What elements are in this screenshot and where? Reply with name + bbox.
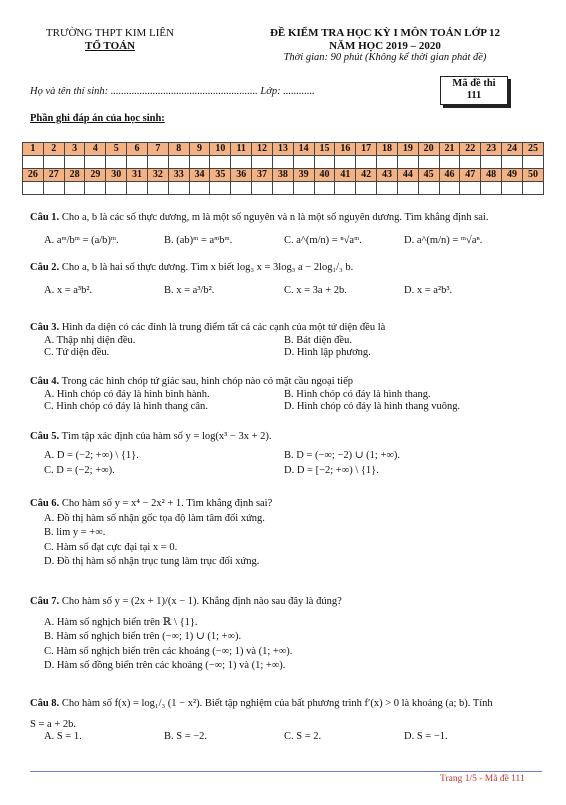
answer-grid-number-cell: 10 [210, 143, 231, 156]
question-text: Cho a, b là hai số thực dương. Tìm x biết log₃ x = 3log₃ a − 2log₁/₃ b. [61, 262, 354, 273]
answer-grid-number-cell: 12 [252, 143, 273, 156]
answer-grid-number-cell: 45 [418, 169, 439, 182]
question-text: Tìm tập xác định của hàm số y = log(x³ − 3x + 2). [61, 431, 272, 442]
answer-cell[interactable] [377, 156, 398, 169]
answer-grid-number-cell: 16 [335, 143, 356, 156]
answer-option[interactable]: B. S = −2. [164, 731, 208, 742]
answer-cell[interactable] [397, 182, 418, 195]
question-text: Cho hàm số y = x⁴ − 2x² + 1. Tìm khẳng định sai? [61, 498, 273, 509]
answer-grid-number-cell: 36 [231, 169, 252, 182]
answer-grid-number-cell: 18 [377, 143, 398, 156]
answer-cell[interactable] [460, 156, 481, 169]
answer-option[interactable]: D. S = −1. [404, 731, 448, 742]
question-text: Cho hàm số y = (2x + 1)/(x − 1). Khẳng định nào sau đây là đúng? [61, 596, 342, 607]
question-label: Câu 5. [30, 431, 60, 442]
answer-cell[interactable] [272, 156, 293, 169]
exam-code-value: 111 [466, 90, 482, 101]
answer-cell[interactable] [356, 182, 377, 195]
answer-grid-number-cell: 25 [522, 143, 543, 156]
answer-cell[interactable] [168, 182, 189, 195]
question-text: Cho hàm số f(x) = log₁/₃ (1 − x²). Biết tập nghiệm của bất phương trình f′(x) > 0 là khoảng (a; b). Tính [61, 698, 493, 709]
answer-grid-number-cell: 35 [210, 169, 231, 182]
answer-grid-number-row [23, 169, 544, 182]
answer-cell[interactable] [23, 182, 44, 195]
school-name: TRƯỜNG THPT KIM LIÊN [45, 27, 175, 39]
answer-cell[interactable] [85, 156, 106, 169]
answer-option[interactable]: D. x = a²b³. [404, 284, 453, 296]
answer-cell[interactable] [127, 182, 148, 195]
answer-cell[interactable] [272, 182, 293, 195]
options-row [44, 450, 542, 463]
answer-option[interactable]: C. S = 2. [284, 731, 322, 742]
answer-option[interactable]: A. D = (−2; +∞) \ {1}. [44, 449, 139, 461]
answer-section-title: Phần ghi đáp án của học sinh: [30, 113, 165, 124]
answer-cell[interactable] [418, 156, 439, 169]
question-label: Câu 1. [30, 212, 60, 223]
answer-option[interactable]: B. D = (−∞; −2) ∪ (1; +∞). [284, 449, 400, 461]
answer-option[interactable]: C. Hàm số nghịch biến trên các khoảng (−∞; 1) và (1; +∞). [44, 645, 293, 657]
answer-grid-number-cell: 31 [127, 169, 148, 182]
answer-grid-number-cell: 20 [418, 143, 439, 156]
answer-cell[interactable] [502, 182, 523, 195]
answer-grid-number-cell: 42 [356, 169, 377, 182]
answer-cell[interactable] [481, 182, 502, 195]
answer-option[interactable]: D. Đồ thị hàm số nhận trục tung làm trục đối xứng. [44, 556, 260, 567]
answer-cell[interactable] [64, 156, 85, 169]
question-text: Hình đa diện có các đỉnh là trung điểm tất cả các cạnh của một tứ diện đều là [61, 322, 386, 333]
answer-grid-number-cell: 13 [272, 143, 293, 156]
footer-divider [30, 771, 542, 772]
answer-cell[interactable] [335, 182, 356, 195]
answer-cell[interactable] [147, 156, 168, 169]
answer-grid-number-cell: 28 [64, 169, 85, 182]
question-stem [30, 498, 542, 511]
options-row [44, 731, 542, 744]
answer-grid-number-cell: 48 [481, 169, 502, 182]
answer-cell[interactable] [502, 156, 523, 169]
answer-grid-number-row [23, 143, 544, 156]
answer-grid-number-cell: 24 [502, 143, 523, 156]
answer-cell[interactable] [397, 156, 418, 169]
answer-grid-number-cell: 29 [85, 169, 106, 182]
answer-grid-number-cell: 2 [43, 143, 64, 156]
answer-option[interactable]: C. D = (−2; +∞). [44, 465, 115, 476]
answer-grid-number-cell: 32 [147, 169, 168, 182]
answer-option[interactable]: B. Bát diện đều. [284, 334, 352, 346]
answer-grid-number-cell: 50 [522, 169, 543, 182]
answer-grid-number-cell: 5 [106, 143, 127, 156]
answer-grid-number-cell: 17 [356, 143, 377, 156]
page-footer: Trang 1/5 - Mã đề 111 [440, 774, 525, 784]
question-text-continued: S = a + 2b. [30, 718, 76, 730]
school-header [40, 27, 180, 53]
answer-grid-number-cell: 7 [147, 143, 168, 156]
question-stem [30, 376, 542, 389]
answer-cell[interactable] [418, 182, 439, 195]
question-1 [30, 212, 542, 247]
answer-cell[interactable] [23, 156, 44, 169]
answer-cell[interactable] [43, 156, 64, 169]
answer-cell[interactable] [293, 182, 314, 195]
question-stem [30, 262, 542, 275]
options-row [44, 347, 542, 360]
answer-option[interactable]: B. Hình chóp có đáy là hình thang. [284, 388, 431, 400]
answer-grid-answer-row [23, 156, 544, 169]
answer-cell[interactable] [439, 156, 460, 169]
answer-cell[interactable] [481, 156, 502, 169]
options-row [44, 285, 542, 298]
exam-header [222, 27, 548, 65]
answer-option[interactable]: B. (ab)ᵐ = aᵐbᵐ. [164, 234, 233, 246]
answer-grid-number-cell: 27 [43, 169, 64, 182]
question-stem [30, 698, 542, 711]
answer-grid-number-cell: 37 [252, 169, 273, 182]
answer-cell[interactable] [127, 156, 148, 169]
student-info-line: Họ và tên thí sinh: ........................................................ Lớp: ............ [30, 86, 315, 97]
question-label: Câu 3. [30, 322, 60, 333]
answer-cell[interactable] [522, 156, 543, 169]
answer-grid-number-cell: 21 [439, 143, 460, 156]
answer-cell[interactable] [43, 182, 64, 195]
answer-grid-number-cell: 15 [314, 143, 335, 156]
question-5 [30, 431, 542, 478]
answer-grid-number-cell: 46 [439, 169, 460, 182]
answer-option[interactable]: A. Hình chóp có đáy là hình bình hành. [44, 388, 210, 400]
options-row [44, 389, 542, 402]
answer-grid-number-cell: 11 [231, 143, 252, 156]
question-stem [30, 322, 542, 335]
answer-grid-number-cell: 38 [272, 169, 293, 182]
answer-cell[interactable] [460, 182, 481, 195]
answer-grid-number-cell: 26 [23, 169, 44, 182]
options-row [44, 401, 542, 414]
answer-option[interactable]: A. Đồ thị hàm số nhận gốc tọa độ làm tâm đối xứng. [44, 512, 265, 524]
answer-cell[interactable] [439, 182, 460, 195]
options-row [44, 465, 542, 478]
answer-grid-number-cell: 44 [397, 169, 418, 182]
answer-grid-number-cell: 33 [168, 169, 189, 182]
answer-cell[interactable] [314, 182, 335, 195]
answer-cell[interactable] [189, 182, 210, 195]
question-2 [30, 262, 542, 297]
answer-cell[interactable] [293, 156, 314, 169]
answer-cell[interactable] [377, 182, 398, 195]
answer-cell[interactable] [168, 156, 189, 169]
answer-grid-number-cell: 9 [189, 143, 210, 156]
answer-grid-number-cell: 22 [460, 143, 481, 156]
answer-grid-number-cell: 19 [397, 143, 418, 156]
question-text: Cho a, b là các số thực dương, m là một số nguyên và n là một số nguyên dương. Tìm khẳng định sai. [61, 212, 489, 223]
question-text: Trong các hình chóp tứ giác sau, hình chóp nào có mặt cầu ngoại tiếp [61, 376, 353, 387]
question-6 [30, 498, 542, 569]
answer-grid-number-cell: 40 [314, 169, 335, 182]
answer-grid-number-cell: 3 [64, 143, 85, 156]
answer-cell[interactable] [356, 156, 377, 169]
department-name: TỔ TOÁN [84, 40, 136, 52]
answer-cell[interactable] [314, 156, 335, 169]
answer-option[interactable]: D. Hàm số đồng biến trên các khoảng (−∞; 1) và (1; +∞). [44, 660, 286, 671]
answer-cell[interactable] [252, 156, 273, 169]
answer-option[interactable]: C. Hình chóp có đáy là hình thang cân. [44, 401, 208, 412]
answer-cell[interactable] [522, 182, 543, 195]
question-label: Câu 8. [30, 698, 60, 709]
question-label: Câu 2. [30, 262, 60, 273]
question-stem [30, 212, 542, 225]
question-8 [30, 698, 542, 744]
answer-cell[interactable] [231, 156, 252, 169]
answer-cell[interactable] [85, 182, 106, 195]
answer-cell[interactable] [106, 156, 127, 169]
answer-cell[interactable] [210, 182, 231, 195]
exam-code-box [440, 76, 508, 105]
options-row [44, 235, 542, 248]
answer-option[interactable]: A. S = 1. [44, 731, 82, 742]
answer-option[interactable]: D. Hình chóp có đáy là hình thang vuông. [284, 401, 461, 412]
answer-grid-number-cell: 39 [293, 169, 314, 182]
answer-option[interactable]: C. x = 3a + 2b. [284, 284, 347, 296]
answer-grid-number-cell: 1 [23, 143, 44, 156]
question-label: Câu 6. [30, 498, 60, 509]
answer-grid-number-cell: 6 [127, 143, 148, 156]
question-label: Câu 7. [30, 596, 60, 607]
options-row [44, 335, 542, 348]
answer-cell[interactable] [147, 182, 168, 195]
answer-cell[interactable] [231, 182, 252, 195]
answer-option[interactable]: A. Thập nhị diện đều. [44, 334, 136, 346]
answer-option[interactable]: A. Hàm số nghịch biến trên ℝ \ {1}. [44, 616, 198, 628]
time-note: Thời gian: 90 phút (Không kể thời gian phát đề) [283, 52, 487, 63]
answer-option[interactable]: C. Hàm số đạt cực đại tại x = 0. [44, 541, 178, 553]
answer-option[interactable]: C. Tứ diện đều. [44, 347, 110, 358]
answer-option[interactable]: B. x = a³/b². [164, 284, 215, 296]
answer-grid-number-cell: 4 [85, 143, 106, 156]
answer-grid-number-cell: 14 [293, 143, 314, 156]
answer-grid [22, 142, 544, 195]
answer-grid-number-cell: 34 [189, 169, 210, 182]
answer-option[interactable]: B. Hàm số nghịch biến trên (−∞; 1) ∪ (1; +∞). [44, 631, 242, 642]
school-year: NĂM HỌC 2019 – 2020 [329, 39, 441, 52]
exam-code-label: Mã đề thi [452, 78, 496, 89]
answer-grid-answer-row [23, 182, 544, 195]
question-stem [30, 596, 542, 609]
answer-grid-number-cell: 41 [335, 169, 356, 182]
question-3 [30, 322, 542, 360]
answer-cell[interactable] [252, 182, 273, 195]
answer-option[interactable]: B. lim y = +∞. [44, 527, 106, 538]
answer-option[interactable]: C. a^(m/n) = ⁿ√aᵐ. [284, 234, 362, 246]
answer-cell[interactable] [210, 156, 231, 169]
answer-grid-number-cell: 47 [460, 169, 481, 182]
answer-cell[interactable] [189, 156, 210, 169]
answer-cell[interactable] [64, 182, 85, 195]
answer-grid-number-cell: 43 [377, 169, 398, 182]
answer-option[interactable]: D. Hình lập phương. [284, 347, 371, 358]
answer-grid-number-cell: 8 [168, 143, 189, 156]
answer-option[interactable]: D. a^(m/n) = ᵐ√aⁿ. [404, 234, 483, 246]
question-stem [30, 431, 542, 444]
answer-grid-number-cell: 30 [106, 169, 127, 182]
answer-option[interactable]: A. x = a³b². [44, 284, 93, 296]
answer-grid-number-cell: 49 [502, 169, 523, 182]
question-label: Câu 4. [30, 376, 60, 387]
answer-cell[interactable] [335, 156, 356, 169]
question-7 [30, 596, 542, 673]
answer-grid-number-cell: 23 [481, 143, 502, 156]
answer-option[interactable]: D. D = [−2; +∞) \ {1}. [284, 465, 379, 476]
question-4 [30, 376, 542, 414]
exam-title: ĐỀ KIỂM TRA HỌC KỲ I MÔN TOÁN LỚP 12 [269, 27, 501, 39]
answer-option[interactable]: A. aᵐ/bᵐ = (a/b)ᵐ. [44, 234, 119, 246]
answer-cell[interactable] [106, 182, 127, 195]
